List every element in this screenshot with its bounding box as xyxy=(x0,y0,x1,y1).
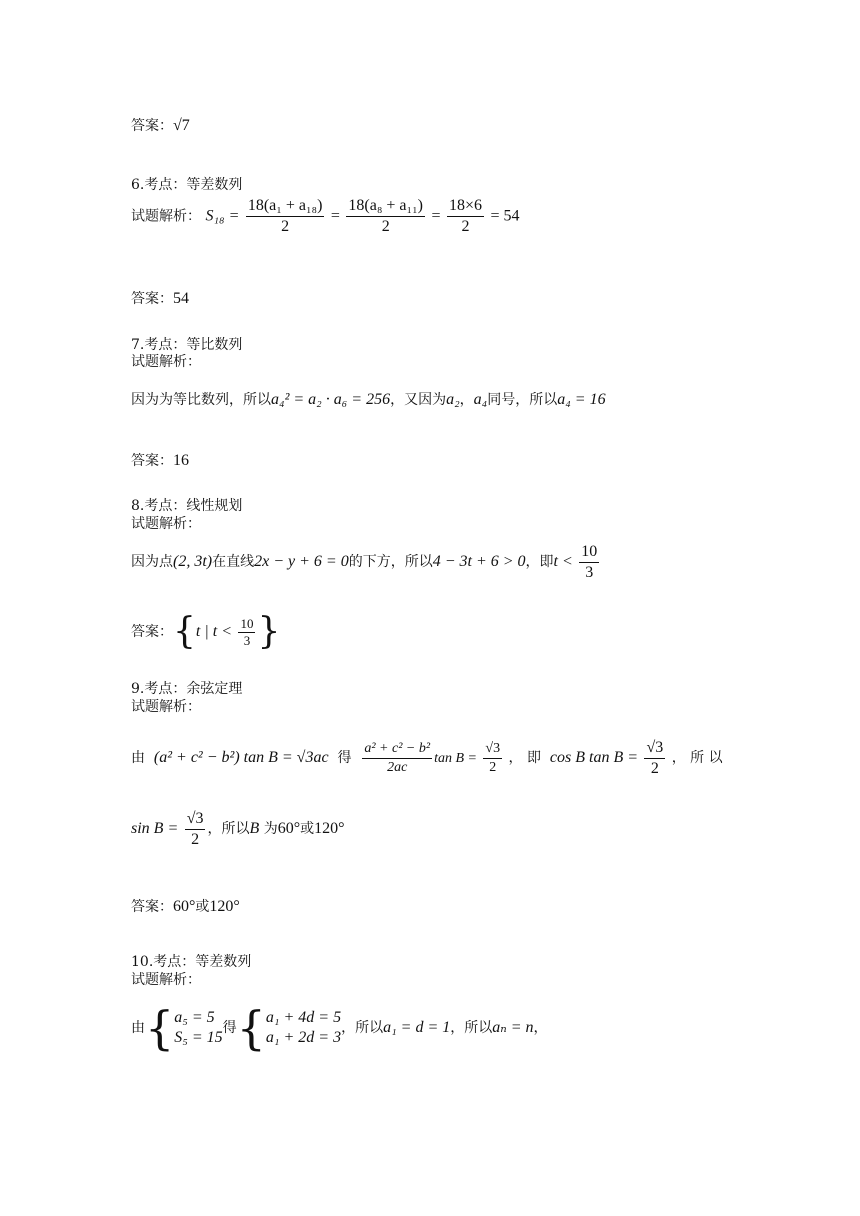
text: ，所以 xyxy=(450,1020,493,1036)
text: ，所以 xyxy=(341,1020,384,1036)
text: 因为点 xyxy=(131,554,173,570)
frac-num: 10 xyxy=(240,615,254,631)
text: 由 xyxy=(131,1020,145,1036)
q8-answer xyxy=(131,610,280,654)
text: ，又因为 xyxy=(390,392,447,408)
q8-analysis xyxy=(131,540,601,584)
q10-analysis xyxy=(131,1000,548,1056)
q6-result: = 54 xyxy=(490,207,520,225)
text: ， xyxy=(533,1020,548,1036)
frac-num: 18×6 xyxy=(447,196,484,217)
frac-den: 2 xyxy=(191,830,200,848)
q9-analysis-label: 试题解析： xyxy=(131,699,201,715)
q10-heading: 10.考点：等差数列 xyxy=(131,954,252,970)
q6-frac-3 xyxy=(447,196,484,237)
system-row: a₁ + 4d = 5 xyxy=(265,1009,342,1026)
frac-num: √3 xyxy=(644,738,665,759)
frac-den: 2 xyxy=(461,218,470,235)
math: a₄² = a₂ · a₆ = 256 xyxy=(271,391,391,408)
math: 60° xyxy=(277,820,301,837)
frac-den: 2 xyxy=(381,218,390,235)
frac-den: 3 xyxy=(243,632,251,648)
text: ， 即 xyxy=(508,750,541,766)
text: ，所以 xyxy=(207,821,250,837)
answer-value: 120° xyxy=(209,898,240,915)
math: B xyxy=(249,820,260,837)
q8-frac xyxy=(579,542,599,583)
math: (a² + c² − b²) tan B = √3ac xyxy=(153,749,329,766)
frac-num: a² + c² − b² xyxy=(362,740,432,759)
q7-heading: 7.考点：等比数列 xyxy=(131,337,243,353)
system-1 xyxy=(174,1008,222,1048)
frac-den: 3 xyxy=(585,563,594,581)
math: sin B = xyxy=(131,820,179,837)
math: 120° xyxy=(314,820,345,837)
q9-frac-3 xyxy=(644,738,665,779)
math: (2, 3t) xyxy=(173,553,213,570)
math: a₂ xyxy=(446,391,460,408)
answer-value: √7 xyxy=(173,117,190,134)
math: aₙ = n xyxy=(492,1019,534,1036)
text: 得 xyxy=(337,750,352,766)
text: ， xyxy=(459,392,474,408)
frac-num: √3 xyxy=(185,809,206,830)
q9-analysis-line-1 xyxy=(131,735,723,782)
math: a₁ = d = 1 xyxy=(383,1019,451,1036)
q6-frac-2 xyxy=(346,196,425,237)
system-row: a₅ = 5 xyxy=(174,1009,215,1026)
q9-frac-2 xyxy=(483,740,502,777)
q6-frac-1 xyxy=(246,196,325,237)
system-row: a₁ + 2d = 3 xyxy=(265,1029,342,1046)
math: a₄ xyxy=(473,391,488,408)
math: 4 − 3t + 6 > 0 xyxy=(432,553,526,570)
q6-analysis: 试题解析： S₁₈ = $\frac{\text{18(a₁ + a₁₈)}}{2}$ = $\frac{\text{18(a₈ + a₁₁)}}{2}$ = $\frac{18\times 6}{2}$ = 54 xyxy=(131,197,520,235)
math: a₄ = 16 xyxy=(557,391,606,408)
q9-frac-4 xyxy=(185,809,206,850)
answer-value: 54 xyxy=(173,290,189,307)
system-2 xyxy=(266,1008,341,1048)
frac-num: √3 xyxy=(483,740,502,759)
text: 在直线 xyxy=(212,554,255,570)
answer-expr: t | t < xyxy=(195,623,232,640)
text: 为 xyxy=(263,821,278,837)
frac-den: 2ac xyxy=(387,759,408,775)
frac-num: 18(a₁ + a₁₈) xyxy=(246,196,325,217)
text: 的下方，所以 xyxy=(348,554,433,570)
math: cos B tan B = xyxy=(549,749,639,766)
q7-analysis-label: 试题解析： xyxy=(131,354,201,370)
answer-label: 答案： xyxy=(131,624,173,640)
q9-analysis-line-2 xyxy=(131,806,345,852)
system-row: S₅ = 15 xyxy=(174,1029,223,1046)
frac-den: 2 xyxy=(489,759,497,775)
q6-answer xyxy=(131,290,189,308)
q7-answer xyxy=(131,452,189,470)
text: ，即 xyxy=(525,554,554,570)
text: 同号，所以 xyxy=(487,392,558,408)
answer-frac xyxy=(238,616,255,649)
analysis-label: 试题解析： xyxy=(131,208,201,225)
left-brace: { xyxy=(173,611,196,652)
text: 或 xyxy=(300,821,315,837)
frac-num: 18(a₈ + a₁₁) xyxy=(346,196,425,217)
frac-num: 10 xyxy=(579,542,599,563)
answer-label: 答案： xyxy=(131,453,173,469)
math: t < xyxy=(553,553,573,570)
answer-label: 答案： xyxy=(131,899,173,915)
text: 因为为等比数列，所以 xyxy=(131,392,271,408)
q7-analysis xyxy=(131,391,606,409)
frac-den: 2 xyxy=(650,759,659,777)
answer-label: 答案： xyxy=(131,118,173,134)
text: 或 xyxy=(195,899,210,915)
text: 由 xyxy=(131,750,145,766)
left-brace: { xyxy=(145,1001,175,1055)
q10-analysis-label: 试题解析： xyxy=(131,972,201,988)
text: ， 所 以 xyxy=(671,750,723,766)
math: 2x − y + 6 = 0 xyxy=(254,553,349,570)
q6-lhs: S₁₈ = xyxy=(205,207,240,225)
answer-5 xyxy=(131,117,190,135)
q9-frac-1 xyxy=(362,740,432,777)
answer-label: 答案： xyxy=(131,291,173,307)
answer-value: 60° xyxy=(173,898,196,915)
q6-heading: 6.考点：等差数列 xyxy=(131,177,243,193)
text: 得 xyxy=(222,1020,237,1036)
answer-value: 16 xyxy=(173,452,189,469)
q8-heading: 8.考点：线性规划 xyxy=(131,498,243,514)
math: tan B = xyxy=(434,751,477,766)
left-brace: { xyxy=(236,1001,266,1055)
q8-analysis-label: 试题解析： xyxy=(131,516,201,532)
right-brace: } xyxy=(257,611,281,652)
q9-heading: 9.考点：余弦定理 xyxy=(131,681,243,697)
frac-den: 2 xyxy=(281,218,290,235)
q9-answer xyxy=(131,898,240,916)
